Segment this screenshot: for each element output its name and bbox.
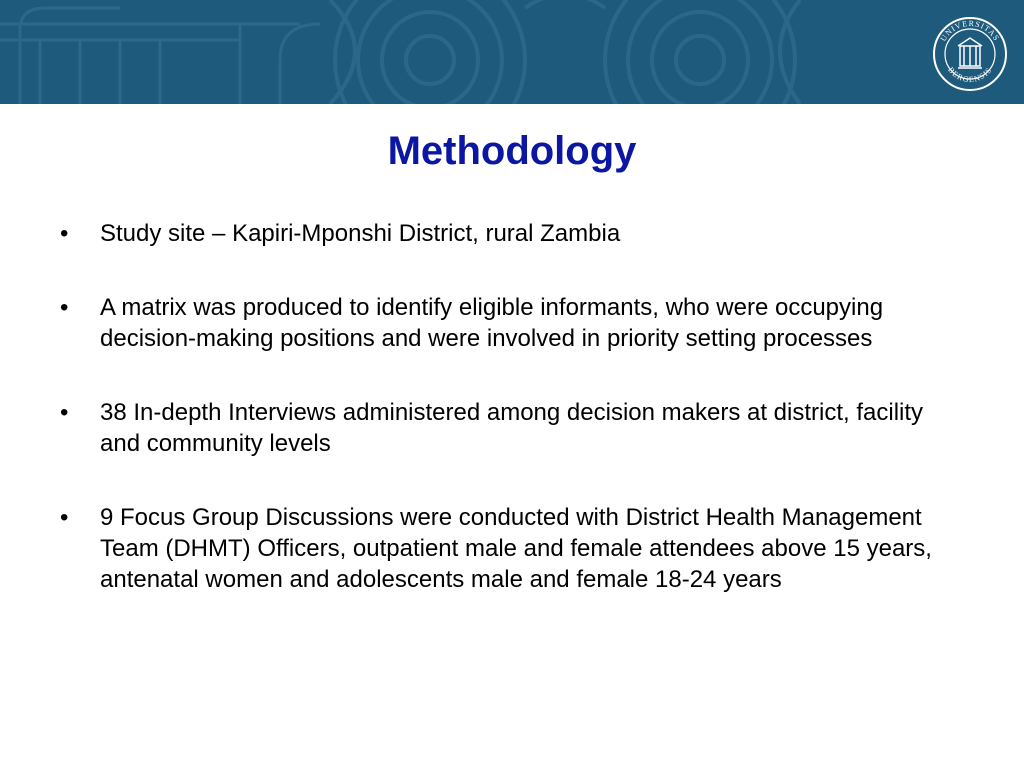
bullet-item: [60, 218, 960, 249]
bullet-text: 9 Focus Group Discussions were conducted with District Health Management Team (DHMT) Officers, outpatient male and female attendees above 15 years, antenatal women and adolescents male and female 18-24 years: [100, 504, 932, 593]
bullet-text: Study site – Kapiri-Mponshi District, rural Zambia: [100, 220, 621, 247]
bullet-icon: •: [60, 504, 69, 531]
bullet-icon: •: [60, 220, 69, 247]
svg-text:BERGENSIS: BERGENSIS: [946, 65, 994, 85]
bullet-item: [60, 397, 960, 459]
bullet-text: A matrix was produced to identify eligible informants, who were occupying decision-making positions and were involved in priority setting processes: [100, 294, 884, 352]
bullet-list: [60, 218, 960, 638]
bullet-icon: •: [60, 294, 69, 321]
column-capital-decoration-icon: [0, 0, 1024, 104]
bullet-item: [60, 502, 960, 595]
svg-text:UNIVERSITAS: UNIVERSITAS: [938, 18, 1002, 43]
slide-title: Methodology: [387, 129, 637, 173]
header-banner: [0, 0, 1024, 104]
bullet-icon: •: [60, 399, 69, 426]
university-seal-icon: [932, 16, 1008, 92]
bullet-text: 38 In-depth Interviews administered among decision makers at district, facility and community levels: [100, 399, 924, 457]
bullet-item: [60, 292, 960, 354]
